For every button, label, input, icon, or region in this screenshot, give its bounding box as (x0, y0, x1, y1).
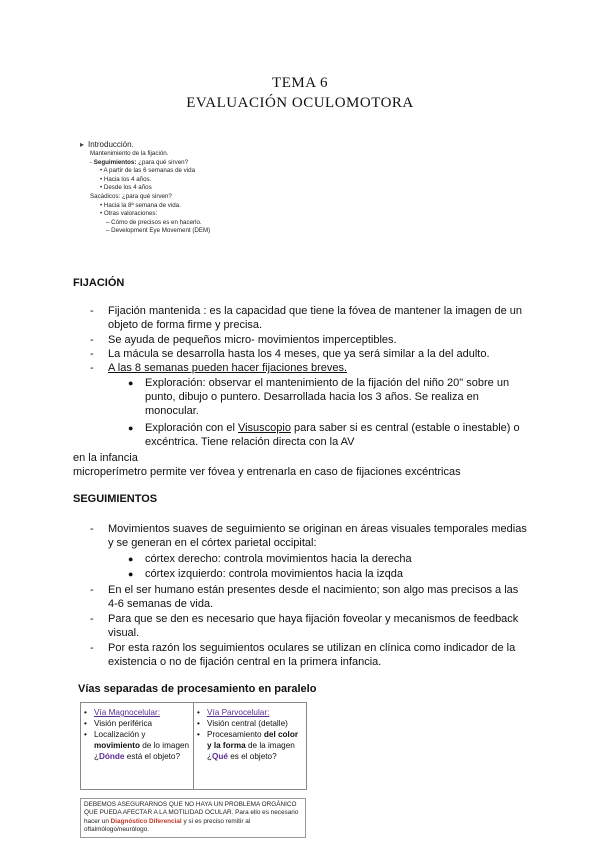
doc-title-line2: EVALUACIÓN OCULOMOTORA (186, 95, 414, 111)
loose-text: microperímetro permite ver fóvea y entrenarla en caso de fijaciones excéntricas (73, 466, 461, 478)
outline-item: Mantenimiento de la fijación. (90, 150, 169, 157)
outline-item: – Development Eye Movement (DEM) (106, 227, 211, 235)
fijacion-item: - Fijación mantenida : es la capacidad que tiene la fóvea de mantener la imagen de un objeto de forma firme y precisa. (90, 305, 522, 332)
outline-item: • Otras valoraciones: (100, 210, 158, 218)
column-row: • Procesamiento del color y la forma de la imagen ¿Qué es el objeto? (197, 730, 299, 761)
outline-item: – Cómo de precisos es en hacerlo. (106, 218, 202, 226)
column-title: • Vía Parvocelular: (197, 708, 270, 717)
seguimientos-subitem: ● córtex izquierdo: controla movimientos hacia la izqda (128, 568, 404, 580)
fijacion-subitem: ● Exploración con el Visuscopio para saber si es central (estable o inestable) o excéntrica. Tiene relación directa con la AV (128, 422, 520, 449)
outline-item: • Hacia los 4 años. (100, 175, 152, 183)
seguimientos-item: - Para que se den es necesario que haya fijación foveolar y mecanismos de feedback visual. (90, 613, 519, 640)
visuscopio-term: Visuscopio (237, 422, 291, 434)
fijacion-item: - Se ayuda de pequeños micro- movimientos imperceptibles. (90, 334, 397, 346)
diagnostic-note: DEBEMOS ASEGURARNOS QUE NO HAYA UN PROBLEMA ORGÁNICO QUE PUEDA AFECTAR A LA MOTILIDAD OCULAR. Para ello es necesario hacer un Diagnóstico Diferencial y si es preciso remitir al oftalmólogo/neurólogo. (80, 798, 306, 838)
parvocelular-column (194, 703, 306, 789)
outline-item: Sacádicos: ¿para qué sirven? (90, 192, 172, 200)
outline-item: • A partir de las 6 semanas de vida (100, 167, 196, 175)
vias-heading: Vías separadas de procesamiento en paralelo (78, 683, 317, 695)
magnocelular-column (81, 703, 194, 789)
column-row: • Visión central (detalle) (197, 719, 288, 728)
outline-item: ▸ Introducción. (80, 140, 134, 149)
outline-item: • Desde los 4 años (100, 184, 152, 192)
fijacion-item: - La mácula se desarrolla hasta los 4 meses, que ya será similar a la del adulto. (90, 348, 490, 360)
fijacion-subitem: ● Exploración: observar el mantenimiento de la fijación del niño 20" sobre un punto, dibujo o puntero. Desarrollada hacia los 3 años. Se realiza en monocular. (128, 377, 510, 418)
column-row: • Localización y movimiento de lo imagen ¿Dónde está el objeto? (84, 730, 190, 761)
outline-item: - Seguimientos: ¿para qué sirven? (90, 158, 189, 166)
outline-item: • Hacia la 8ª semana de vida. (100, 201, 181, 209)
fijacion-item: - A las 8 semanas pueden hacer fijaciones breves. (90, 362, 348, 374)
doc-title-line1: TEMA 6 (272, 75, 328, 91)
seguimientos-item: - Movimientos suaves de seguimiento se originan en áreas visuales temporales medias y se generan en el córtex parietal occipital: (90, 523, 527, 550)
outline (80, 140, 320, 236)
seguimientos-subitem: ● córtex derecho: controla movimientos hacia la derecha (128, 553, 412, 565)
seguimientos-item: - En el ser humano están presentes desde el nacimiento; son algo mas precisos a las 4-6 semanas de vida. (90, 584, 519, 611)
seguimientos-heading: SEGUIMIENTOS (73, 493, 158, 505)
seguimientos-item: - Por esta razón los seguimientos oculares se utilizan en clínica como indicador de la existencia o no de fijación central en la primera infancia. (90, 642, 516, 669)
fijacion-heading: FIJACIÓN (73, 277, 125, 289)
loose-text: en la infancia (73, 452, 138, 464)
vias-table (80, 702, 307, 790)
column-title: • Vía Magnocelular: (84, 708, 160, 717)
column-row: • Visión periférica (84, 719, 153, 728)
